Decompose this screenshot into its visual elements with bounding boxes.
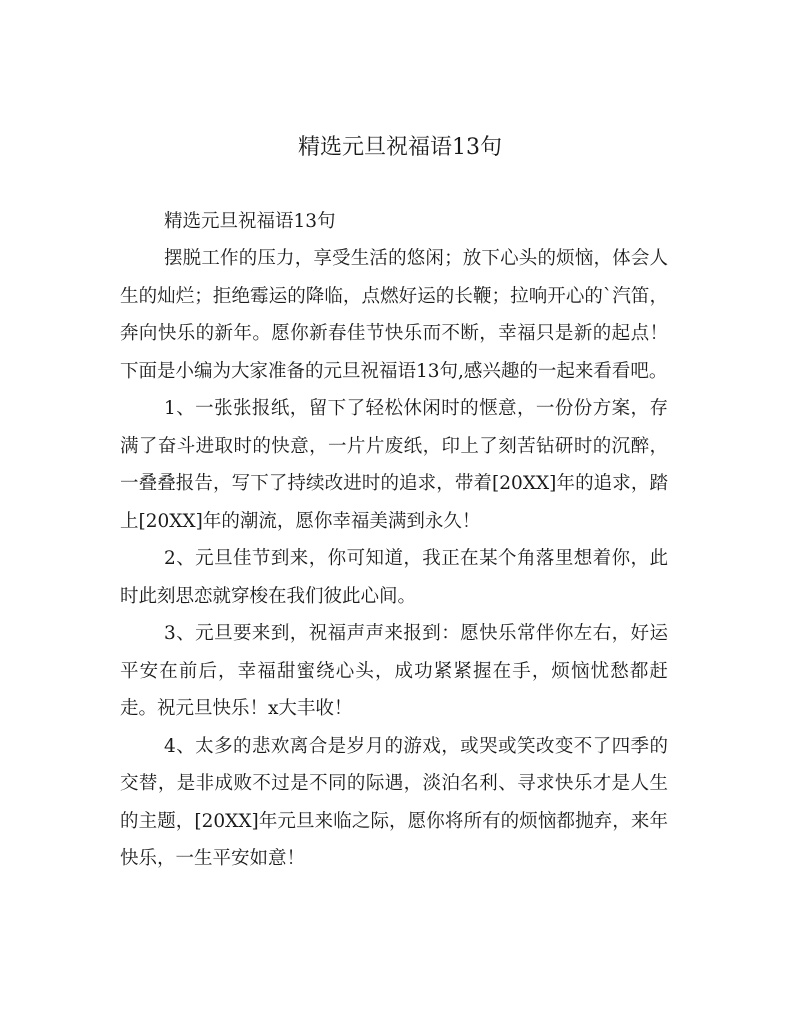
blessing-paragraph-4: 4、太多的悲欢离合是岁月的游戏，或哭或笑改变不了四季的交替，是非成败不过是不同的际遇，淡泊名利、寻求快乐才是人生的主题，[20XX]年元旦来临之际，愿你将所有的烦恼都抛弃，来年快乐，一生平安如意！ — [120, 735, 668, 869]
intro-paragraph: 摆脱工作的压力，享受生活的悠闲；放下心头的烦恼，体会人生的灿烂；拒绝霉运的降临，点燃好运的长鞭；拉响开心的`汽笛，奔向快乐的新年。愿你新春佳节快乐而不断，幸福只是新的起点！下面是小编为大家准备的元旦祝福语13句,感兴趣的一起来看看吧。 — [120, 248, 668, 382]
document-body — [120, 204, 668, 878]
blessing-paragraph-3: 3、元旦要来到，祝福声声来报到：愿快乐常伴你左右，好运平安在前后，幸福甜蜜绕心头，成功紧紧握在手，烦恼忧愁都赶走。祝元旦快乐！x大丰收！ — [120, 623, 668, 719]
page-title: 精选元旦祝福语13句 — [298, 135, 502, 160]
blessing-paragraph-1: 1、一张张报纸，留下了轻松休闲时的惬意，一份份方案，存满了奋斗进取时的快意，一片片废纸，印上了刻苦钻研时的沉醉，一叠叠报告，写下了持续改进时的追求，带着[20XX]年的追求，踏上[20XX]年的潮流，愿你幸福美满到永久！ — [120, 398, 668, 532]
blessing-paragraph-2: 2、元旦佳节到来，你可知道，我正在某个角落里想着你，此时此刻思恋就穿梭在我们彼此心间。 — [120, 548, 668, 607]
document-subtitle: 精选元旦祝福语13句 — [164, 211, 336, 232]
